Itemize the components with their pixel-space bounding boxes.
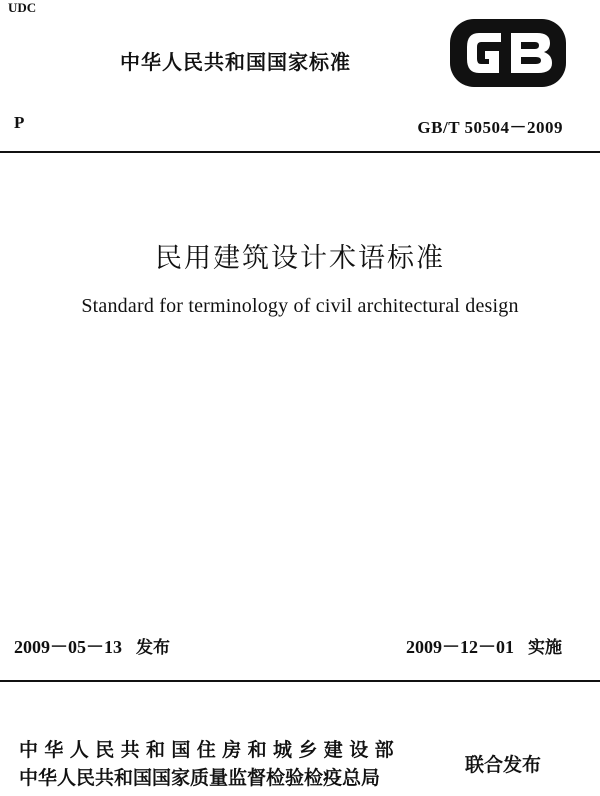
issue-date: 2009－05－13 [14,637,122,657]
title-english: Standard for terminology of civil architectural design [81,295,519,317]
implement-label: 实施 [528,638,562,658]
national-standard-title: 中华人民共和国国家标准 [120,50,351,74]
publisher-ministry: 中华人民共和国住房和城乡建设部 [19,739,401,761]
implement-date-row [406,633,562,659]
udc-label: UDC [8,0,37,15]
classification-code: P [14,113,25,132]
issue-date-row [14,633,170,659]
bottom-divider [0,680,600,682]
gb-logo-icon [449,17,567,89]
publisher-aqsiq: 中华人民共和国国家质量监督检验检疫总局 [19,767,381,789]
standard-number: GB/T 50504－2009 [417,118,563,137]
implement-date: 2009－12－01 [406,637,514,657]
title-chinese: 民用建筑设计术语标准 [155,243,445,274]
issue-label: 发布 [136,638,170,658]
joint-publish-label: 联合发布 [465,754,542,776]
top-divider [0,151,600,153]
